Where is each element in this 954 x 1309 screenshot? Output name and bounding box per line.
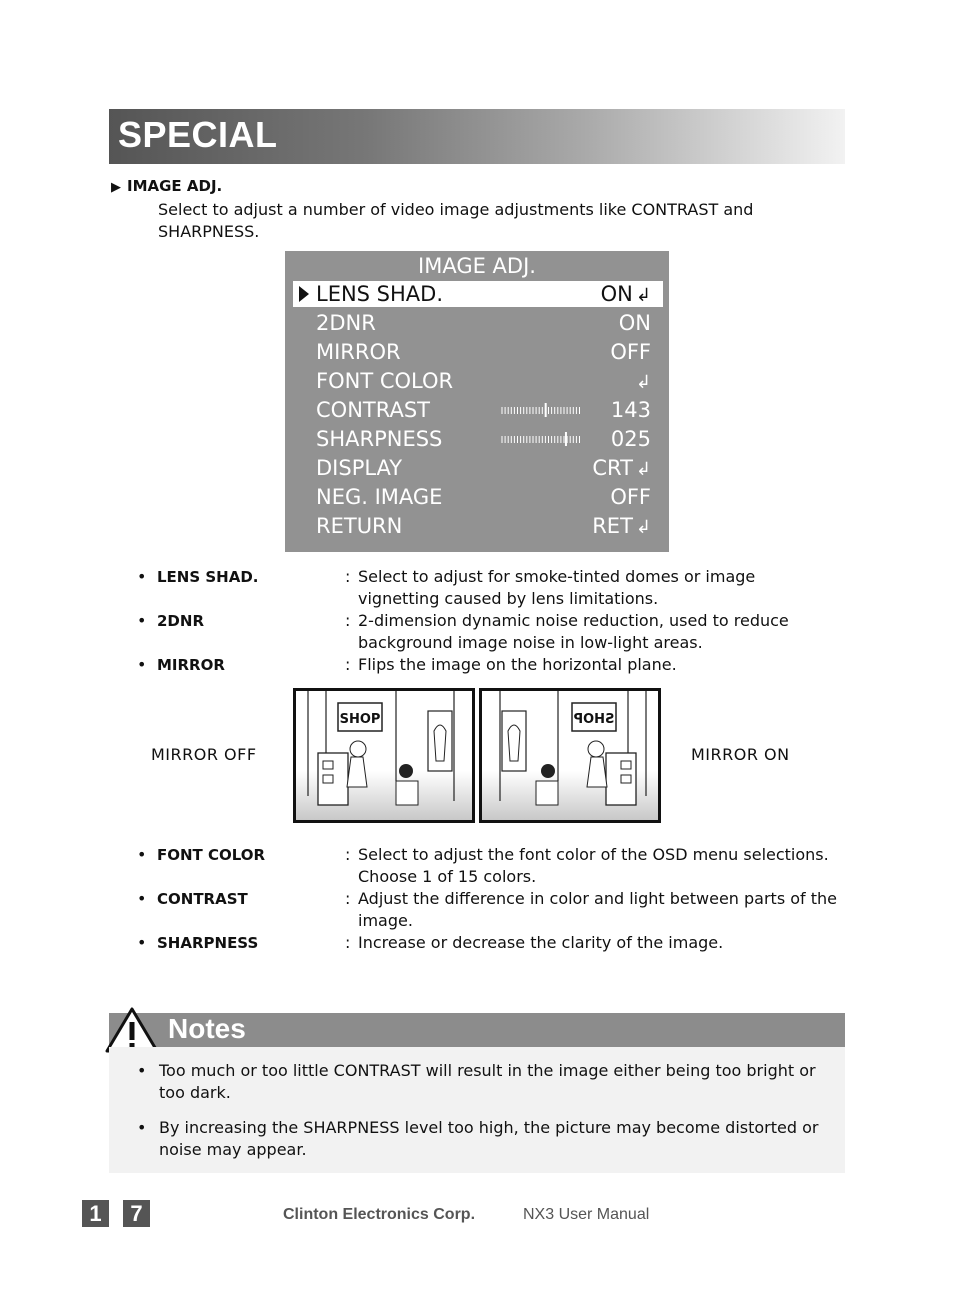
osd-row-value: [610, 485, 651, 509]
osd-row-value-text: RET: [592, 514, 633, 538]
osd-row-mirror[interactable]: [293, 339, 663, 365]
shop-sign-text: SHOP: [339, 712, 381, 727]
osd-row-value-text: OFF: [610, 485, 651, 509]
definition-text: Flips the image on the horizontal plane.: [358, 655, 677, 674]
bullet: •: [137, 1118, 147, 1137]
note-text: Too much or too little CONTRAST will result in the image either being too bright or too dark.: [159, 1061, 816, 1102]
osd-row-value: [611, 427, 651, 451]
definition-text: Adjust the difference in color and light between parts of the image.: [358, 889, 838, 930]
enter-arrow-icon: ↲: [635, 459, 651, 480]
osd-row-value: [592, 456, 651, 480]
slider-bar[interactable]: [501, 432, 583, 446]
colon: :: [345, 845, 351, 864]
osd-row-label: CONTRAST: [316, 398, 430, 422]
definition-text: 2-dimension dynamic noise reduction, used to reduce background image noise in low-light areas.: [358, 611, 789, 652]
enter-arrow-icon: ↲: [635, 372, 651, 393]
osd-row-label: LENS SHAD.: [316, 282, 444, 306]
footer-company: Clinton Electronics Corp.: [283, 1206, 476, 1223]
enter-arrow-icon: ↲: [635, 285, 651, 306]
osd-row-lens-shad[interactable]: [293, 281, 663, 307]
osd-row-value-text: 143: [610, 398, 651, 422]
osd-row-value: [619, 311, 651, 335]
osd-row-value-text: ON: [618, 311, 651, 335]
osd-row-label: NEG. IMAGE: [316, 485, 443, 509]
definition-term: SHARPNESS: [157, 934, 259, 952]
osd-row-value: [611, 398, 651, 422]
page-number-digit-1: 1: [82, 1200, 109, 1227]
bullet: •: [137, 567, 147, 586]
definition-term: MIRROR: [157, 656, 225, 674]
osd-row-value: [592, 514, 651, 538]
definition-term: LENS SHAD.: [157, 568, 259, 586]
page-number-digit-2: 7: [123, 1200, 150, 1227]
bullet: •: [137, 1061, 147, 1080]
colon: :: [345, 611, 351, 630]
colon: :: [345, 655, 351, 674]
bullet: •: [137, 845, 147, 864]
osd-row-value-text: 025: [610, 427, 651, 451]
osd-row-value-text: OFF: [610, 340, 651, 364]
osd-menu: [285, 251, 669, 552]
selection-arrow-icon: [299, 286, 309, 302]
shop-sign-text-mirrored: SHOP: [573, 712, 615, 727]
image-adj-heading-text: IMAGE ADJ.: [127, 177, 223, 195]
note-text: By increasing the SHARPNESS level too high, the picture may become distorted or noise may appear.: [159, 1118, 819, 1159]
mirror-off-label: MIRROR OFF: [151, 745, 257, 764]
mirror-on-illustration: [479, 688, 661, 823]
mirror-off-illustration: [293, 688, 475, 823]
enter-arrow-icon: ↲: [635, 517, 651, 538]
osd-row-font-color[interactable]: [293, 368, 663, 394]
colon: :: [345, 889, 351, 908]
footer-manual: NX3 User Manual: [523, 1206, 650, 1223]
colon: :: [345, 933, 351, 952]
osd-row-2dnr[interactable]: [293, 310, 663, 336]
osd-row-sharpness[interactable]: [293, 426, 663, 452]
osd-row-contrast[interactable]: [293, 397, 663, 423]
image-adj-heading: [111, 177, 222, 195]
osd-title: IMAGE ADJ.: [418, 254, 536, 278]
definition-text: Increase or decrease the clarity of the image.: [358, 933, 724, 952]
osd-row-return[interactable]: [293, 513, 663, 539]
colon: :: [345, 567, 351, 586]
definition-term: 2DNR: [157, 612, 204, 630]
triangle-bullet-icon: ▶: [111, 180, 121, 195]
osd-row-label: RETURN: [316, 514, 403, 538]
osd-row-label: SHARPNESS: [316, 427, 443, 451]
definition-term: FONT COLOR: [157, 846, 266, 864]
definition-term: CONTRAST: [157, 890, 248, 908]
osd-row-label: 2DNR: [316, 311, 376, 335]
osd-row-value-text: CRT: [592, 456, 633, 480]
notes-title: Notes: [168, 1013, 246, 1044]
osd-row-label: MIRROR: [316, 340, 401, 364]
section-title: SPECIAL: [118, 114, 278, 155]
bullet: •: [137, 933, 147, 952]
osd-row-label: DISPLAY: [316, 456, 403, 480]
osd-row-neg-image[interactable]: [293, 484, 663, 510]
bullet: •: [137, 611, 147, 630]
osd-row-value: [610, 340, 651, 364]
definition-text: Select to adjust for smoke-tinted domes or image vignetting caused by lens limitations.: [358, 567, 756, 608]
mirror-on-label: MIRROR ON: [691, 745, 790, 764]
osd-row-value: [601, 282, 651, 306]
bullet: •: [137, 655, 147, 674]
osd-row-value: [633, 369, 651, 393]
bullet: •: [137, 889, 147, 908]
slider-bar[interactable]: [501, 403, 583, 417]
osd-row-label: FONT COLOR: [316, 369, 454, 393]
image-adj-description: Select to adjust a number of video image adjustments like CONTRAST and SHARPNESS.: [158, 200, 754, 241]
definition-text: Select to adjust the font color of the OSD menu selections. Choose 1 of 15 colors.: [358, 845, 829, 886]
osd-row-value-text: ON: [600, 282, 633, 306]
osd-row-display[interactable]: [293, 455, 663, 481]
